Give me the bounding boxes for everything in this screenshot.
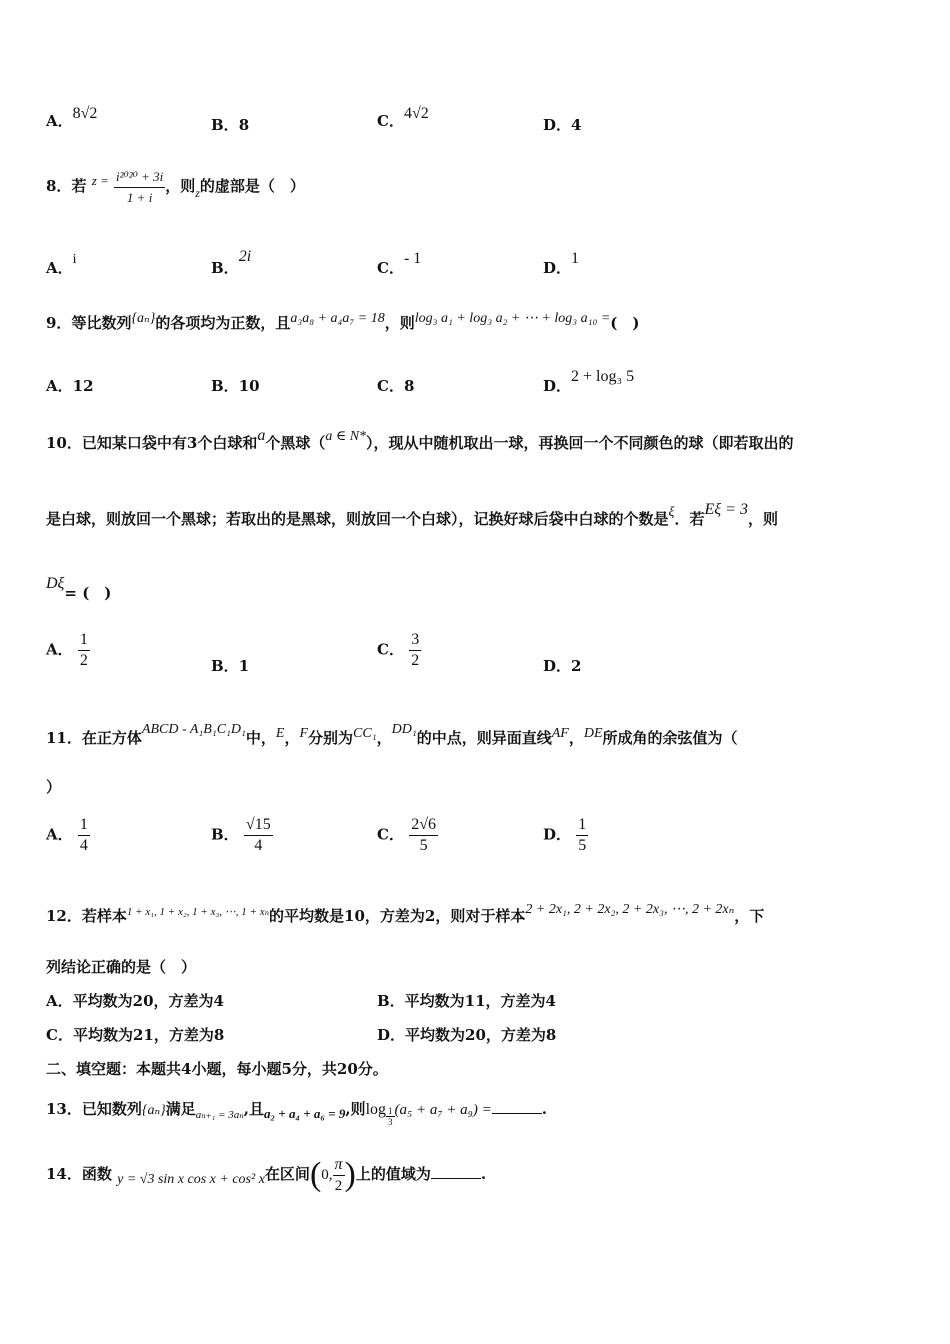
question-number: 12． — [46, 907, 82, 925]
q14-text-1: 函数 — [81, 1165, 112, 1183]
q8-text-1: 若 — [71, 177, 87, 195]
option-value: 2 — [571, 657, 582, 675]
option-value: i — [72, 252, 77, 267]
q13-text-3: ,且 — [243, 1100, 264, 1118]
option-value: 12 — [72, 377, 94, 395]
option-label: C． — [377, 825, 404, 844]
q10-text-3: ），现从中随机取出一球，再换回一个不同颜色的球（即若取出的 — [366, 434, 794, 452]
q11-stem — [46, 722, 910, 751]
option-value: 1 — [571, 250, 580, 267]
question-number: 10． — [46, 434, 82, 452]
q9-text-2: 的各项均为正数，且 — [155, 314, 291, 332]
q11-cc1: CC₁ — [353, 726, 377, 741]
q8-text-3: 的虚部是（ ） — [199, 177, 305, 195]
option-label: A． — [46, 259, 73, 277]
q14-pi-fraction — [333, 1155, 345, 1196]
fraction-denominator: 3 — [388, 1116, 393, 1127]
q9-text-1: 等比数列 — [71, 314, 132, 332]
option-label: A． — [46, 640, 73, 659]
q10-option-b — [211, 655, 249, 676]
q9-text-4: ( ) — [610, 314, 640, 332]
fraction-denominator: 5 — [419, 837, 428, 854]
q14-stem — [46, 1150, 910, 1200]
option-value: - 1 — [403, 250, 422, 267]
fraction-denominator: 2 — [334, 1177, 343, 1194]
q14-function: y = √3 sin x cos x + cos² x — [117, 1172, 265, 1187]
q12-stem — [46, 902, 926, 929]
q13-stem — [46, 1094, 910, 1126]
option-fraction — [244, 815, 273, 856]
q10-xi: ξ — [668, 505, 675, 520]
q12-stem-line-2 — [46, 956, 910, 978]
q11-comma-2: ， — [376, 729, 392, 747]
q9-option-c — [377, 375, 414, 396]
q12-sample-2: 2 + 2x₁, 2 + 2x₂, 2 + 2x₃, ⋯, 2 + 2xₙ — [525, 902, 735, 917]
q12-sample-1: 1 + x₁, 1 + x₂, 1 + x₃, ⋯, 1 + xₙ — [126, 906, 270, 918]
question-number: 14． — [46, 1165, 82, 1183]
q11-comma-3: ， — [568, 729, 584, 747]
option-value: 2i — [238, 248, 252, 265]
q8-option-c — [377, 250, 422, 278]
q9-stem — [46, 312, 910, 336]
q12-option-a: A．平均数为20，方差为4 — [46, 992, 224, 1010]
q8-fraction — [114, 167, 165, 208]
q10-a: a — [257, 427, 266, 444]
option-value: 8 — [403, 377, 415, 395]
question-number: 8． — [46, 177, 72, 195]
q11-option-c — [377, 815, 438, 856]
option-label: B． — [211, 825, 239, 844]
q9-text-3: ，则 — [384, 314, 415, 332]
q13-log-base — [386, 1106, 395, 1127]
q8-option-b — [211, 248, 252, 278]
fraction-numerator: 1 — [576, 815, 588, 836]
q10-stem-line-2 — [46, 501, 910, 532]
option-label: B． — [211, 657, 239, 675]
q11-text-2: 中， — [245, 729, 276, 747]
q11-af: AF — [551, 726, 569, 741]
q11-f: F — [299, 726, 309, 741]
q14-interval-left-paren: ( — [309, 1156, 322, 1193]
q7-option-a — [46, 105, 98, 131]
q7-option-b — [211, 114, 249, 135]
fraction-denominator: 1 + i — [126, 189, 153, 205]
option-label: C． — [377, 640, 404, 659]
option-label: B． — [211, 259, 239, 277]
option-label: C． — [377, 112, 404, 130]
q7-option-d — [543, 114, 581, 135]
question-number: 9． — [46, 314, 72, 332]
q11-stem-line-2 — [46, 776, 910, 798]
q14-interval-left: 0, — [321, 1167, 333, 1183]
fraction-denominator: 2 — [79, 652, 88, 669]
q11-de: DE — [583, 726, 603, 741]
option-fraction — [78, 630, 90, 671]
q8-option-d — [543, 250, 580, 278]
fraction-denominator: 4 — [79, 837, 88, 854]
q13-argument: (a₅ + a₇ + a₉) = — [394, 1102, 492, 1118]
q9-option-a — [46, 375, 94, 396]
option-fraction — [409, 630, 421, 671]
option-fraction — [78, 815, 90, 856]
fraction-denominator: 5 — [578, 837, 587, 854]
q10-text-6: ，则 — [747, 510, 778, 528]
q13-text-1: 已知数列 — [81, 1100, 142, 1118]
q8-stem — [46, 164, 910, 209]
q11-text-5: 所成角的余弦值为（ — [602, 729, 738, 747]
q7-option-c — [377, 105, 429, 131]
q11-e: E — [275, 726, 285, 741]
q10-variance: Dξ — [46, 575, 65, 592]
fraction-numerator: 1 — [388, 1105, 393, 1116]
fraction-numerator: 3 — [409, 630, 421, 651]
q10-option-d — [543, 655, 581, 676]
fraction-numerator: π — [333, 1155, 345, 1176]
q12-text-2: 的平均数是10，方差为2，则对于样本 — [269, 907, 526, 925]
option-value: 2 + log₃ 5 — [571, 368, 635, 385]
q10-expectation: Eξ = 3 — [704, 501, 748, 518]
q12-option-b: B．平均数为11，方差为4 — [377, 992, 556, 1010]
q10-stem-line-1 — [46, 427, 910, 456]
fraction-denominator: 4 — [254, 837, 263, 854]
option-value: 4√2 — [403, 105, 429, 122]
q12-option-c: C．平均数为21，方差为8 — [46, 1026, 225, 1044]
q11-option-a — [46, 815, 90, 856]
q13-condition: a₂ + a₄ + a₆ = 9 — [264, 1106, 346, 1121]
fraction-numerator: 1 — [78, 630, 90, 651]
option-value: 8√2 — [72, 105, 98, 122]
option-value: 4 — [571, 116, 582, 134]
option-label: A． — [46, 377, 73, 395]
q11-option-b — [211, 815, 273, 856]
q12-text-1: 若样本 — [81, 907, 127, 925]
q9-sequence: {aₙ} — [131, 311, 156, 326]
q12-text-4: 列结论正确的是（ ） — [46, 958, 197, 976]
q8-text-2: ，则 — [165, 177, 196, 195]
q12-option-d: D．平均数为20，方差为8 — [377, 1026, 557, 1044]
section-2-heading — [46, 1058, 910, 1080]
q8-z: z — [195, 186, 200, 200]
q10-stem-line-3 — [46, 575, 910, 605]
q10-text-2: 个黑球（ — [265, 434, 326, 452]
q9-option-d — [543, 368, 635, 396]
fraction-denominator: 2 — [411, 652, 420, 669]
q10-option-a — [46, 630, 90, 671]
q10-text-4: 是白球，则放回一个黑球；若取出的是黑球，则放回一个白球），记换好球后袋中白球的个数是 — [46, 510, 669, 528]
option-label: A． — [46, 825, 73, 844]
option-label: D． — [543, 259, 572, 277]
q9-expression: log₃ a₁ + log₃ a₂ + ⋯ + log₃ a₁₀ = — [414, 311, 611, 326]
q9-option-b — [211, 375, 260, 396]
option-label: B． — [211, 116, 239, 134]
q13-recurrence: aₙ₊₁ = 3aₙ — [195, 1109, 244, 1121]
option-value: 8 — [238, 116, 250, 134]
q12-text-3: ，下 — [734, 907, 765, 925]
q13-text-4: ,则 — [345, 1100, 366, 1118]
q14-answer-blank[interactable] — [431, 1164, 481, 1179]
q11-option-d — [543, 815, 588, 856]
q11-cube: ABCD - A₁B₁C₁D₁ — [141, 722, 246, 737]
q8-option-a — [46, 252, 77, 278]
q11-text-1: 在正方体 — [81, 729, 142, 747]
fraction-numerator: √15 — [244, 815, 273, 836]
option-label: B． — [211, 377, 239, 395]
option-fraction — [576, 815, 588, 856]
q14-text-4: . — [480, 1165, 487, 1183]
question-number: 13． — [46, 1100, 82, 1118]
q10-text-1: 已知某口袋中有3个白球和 — [81, 434, 258, 452]
q11-dd1: DD₁ — [391, 722, 417, 737]
fraction-numerator: 1 — [78, 815, 90, 836]
q13-sequence: {aₙ} — [141, 1103, 166, 1118]
section-title: 二、填空题：本题共4小题，每小题5分，共20分。 — [46, 1060, 388, 1078]
option-label: D． — [543, 377, 572, 395]
option-label: C． — [377, 377, 404, 395]
fraction-numerator: 2√6 — [409, 815, 438, 836]
q13-text-5: . — [541, 1100, 548, 1118]
q11-text-6: ） — [46, 778, 62, 796]
q11-comma: ， — [284, 729, 300, 747]
q13-text-2: 满足 — [165, 1100, 196, 1118]
option-label: D． — [543, 116, 572, 134]
q13-log: log — [365, 1101, 387, 1118]
fraction-numerator: i²⁰²⁰ + 3i — [114, 167, 165, 188]
q14-text-2: 在区间 — [264, 1165, 310, 1183]
q9-condition: a₃a₈ + a₄a₇ = 18 — [290, 311, 385, 326]
q14-text-3: 上的值域为 — [355, 1165, 431, 1183]
q10-text-5: ．若 — [674, 510, 705, 528]
q8-z-eq: z = — [91, 173, 109, 188]
q11-text-4: 的中点，则异面直线 — [416, 729, 552, 747]
q10-condition: a ∈ N* — [325, 429, 367, 444]
q13-answer-blank[interactable] — [492, 1099, 542, 1114]
option-fraction — [409, 815, 438, 856]
question-number: 11． — [46, 729, 82, 747]
option-value: 1 — [238, 657, 250, 675]
option-label: D． — [543, 657, 572, 675]
option-label: D． — [543, 825, 572, 844]
option-value: 10 — [238, 377, 260, 395]
q10-option-c — [377, 630, 421, 671]
q11-text-3: 分别为 — [308, 729, 354, 747]
option-label: A． — [46, 112, 73, 130]
q10-text-7: = ( ) — [64, 584, 112, 602]
option-label: C． — [377, 259, 404, 277]
q14-interval-right-paren: ) — [344, 1156, 356, 1193]
